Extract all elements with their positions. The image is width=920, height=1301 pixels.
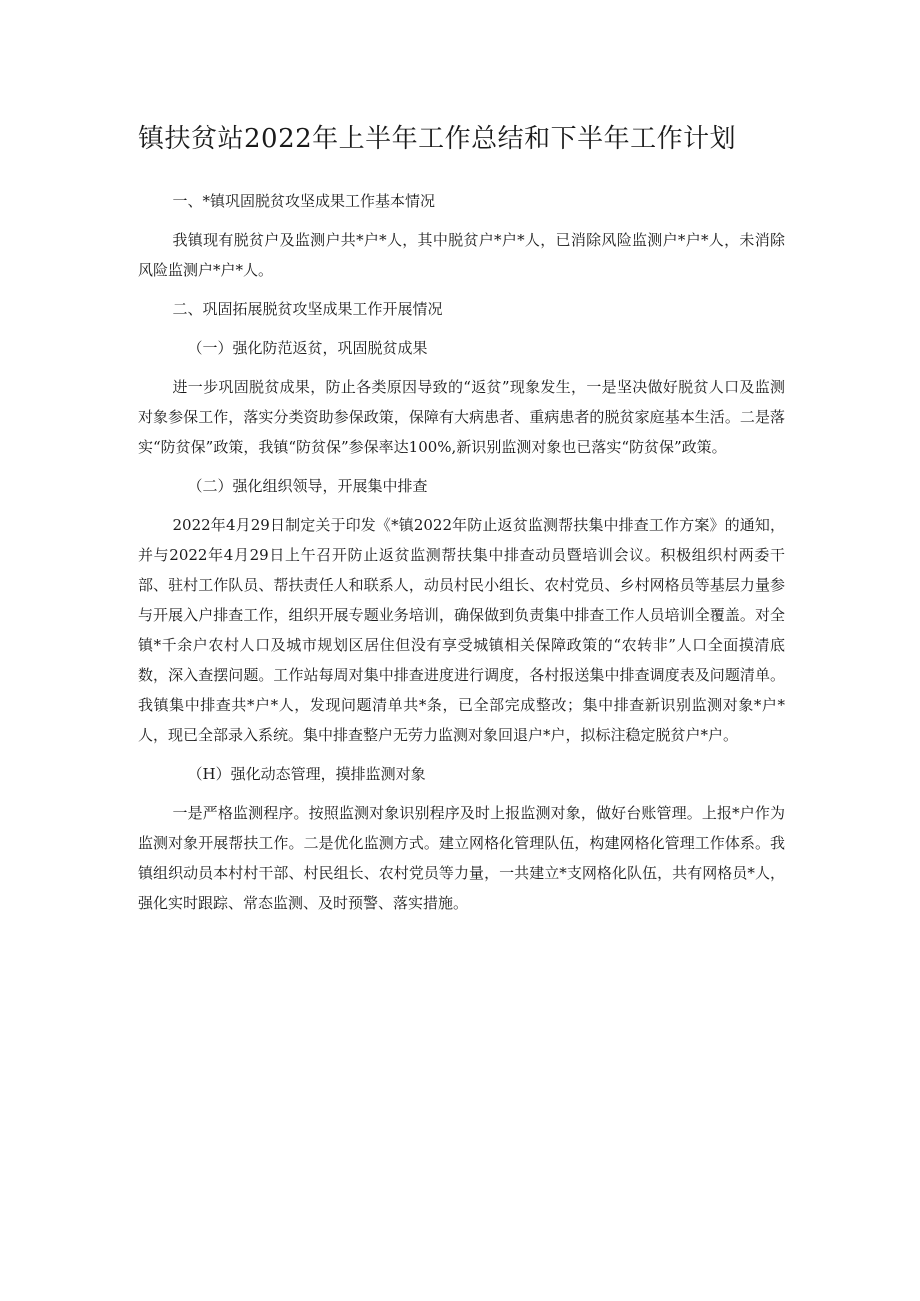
paragraph-dynamic-management: 一是严格监测程序。按照监测对象识别程序及时上报监测对象，做好台账管理。上报*户作为监测对象开展帮扶工作。二是优化监测方式。建立网格化管理队伍，构建网格化管理工作体系。我镇组织动员本村村干部、村民组长、农村党员等力量，一共建立*支网格化队伍，共有网格员*人，强化实时跟踪、常态监测、及时预警、落实措施。: [138, 804, 785, 912]
document-body: [138, 186, 785, 927]
section-heading-2: 二、巩固拓展脱贫攻坚成果工作开展情况: [172, 300, 443, 318]
subsection-heading-3: （H）强化动态管理，摸排监测对象: [187, 765, 426, 783]
paragraph-centralized-inspection: 2022年4月29日制定关于印发《*镇2022年防止返贫监测帮扶集中排查工作方案》的通知，并与2022年4月29日上午召开防止返贫监测帮扶集中排查动员暨培训会议。积极组织村两委干部、驻村工作队员、帮扶责任人和联系人，动员村民小组长、农村党员、乡村网格员等基层力量参与开展入户排查工作，组织开展专题业务培训，确保做到负责集中排查工作人员培训全覆盖。对全镇*千余户农村人口及城市规划区居住但没有享受城镇相关保障政策的“农转非”人口全面摸清底数，深入查摆问题。工作站每周对集中排查进度进行调度，各村报送集中排查调度表及问题清单。我镇集中排查共*户*人，发现问题清单共*条，已全部完成整改；集中排查新识别监测对象*户*人，现已全部录入系统。集中排查整户无劳力监测对象回退户*户，拟标注稳定脱贫户*户。: [138, 516, 785, 744]
document-title: 镇扶贫站2022年上半年工作总结和下半年工作计划: [138, 124, 737, 154]
section-heading-1: 一、*镇巩固脱贫攻坚成果工作基本情况: [172, 192, 436, 210]
subsection-heading-2: （二）强化组织领导，开展集中排查: [187, 477, 428, 495]
paragraph-basic-situation: 我镇现有脱贫户及监测户共*户*人，其中脱贫户*户*人，已消除风险监测户*户*人，未消除风险监测户*户*人。: [138, 231, 785, 279]
subsection-heading-1: （一）强化防范返贫，巩固脱贫成果: [187, 339, 428, 357]
paragraph-prevent-return-poverty: 进一步巩固脱贫成果，防止各类原因导致的“返贫”现象发生，一是坚决做好脱贫人口及监测对象参保工作，落实分类资助参保政策，保障有大病患者、重病患者的脱贫家庭基本生活。二是落实“防贫保”政策，我镇“防贫保”参保率达100%,新识别监测对象也已落实“防贫保”政策。: [138, 378, 785, 456]
